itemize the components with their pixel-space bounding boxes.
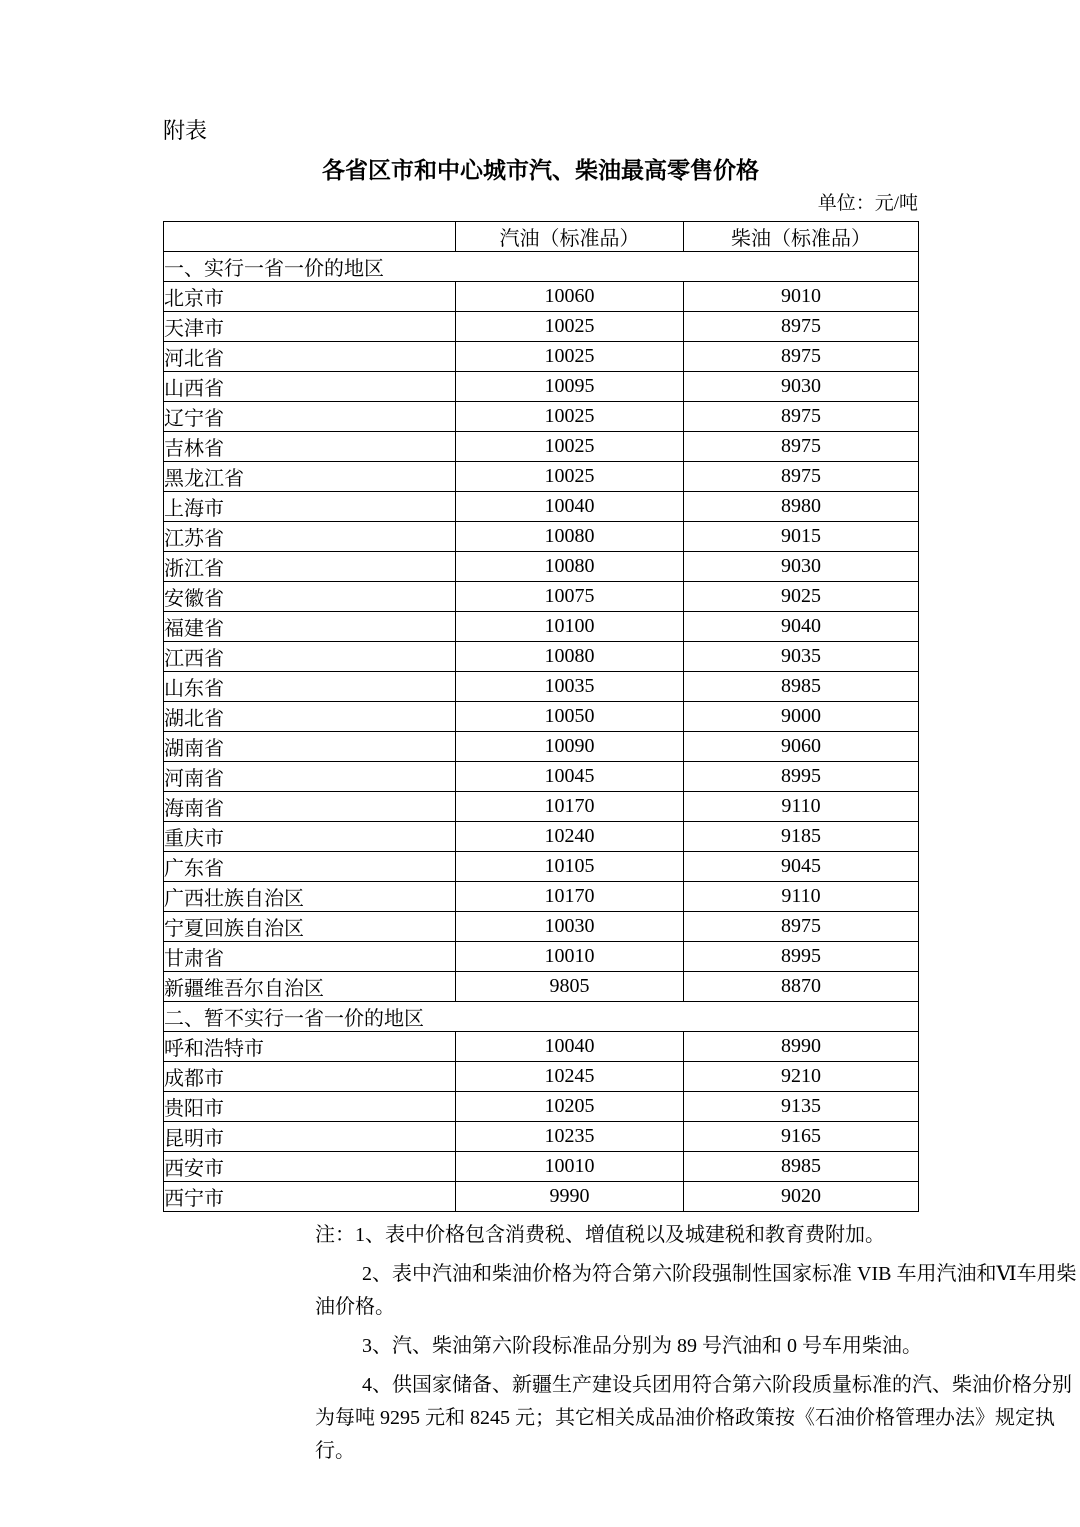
region-name-cell: 山东省 — [164, 672, 456, 702]
table-row — [164, 372, 919, 402]
region-name-cell: 西宁市 — [164, 1182, 456, 1212]
diesel-price-cell: 9110 — [684, 882, 919, 912]
region-name-cell: 重庆市 — [164, 822, 456, 852]
gasoline-price-cell: 10025 — [456, 432, 684, 462]
diesel-column-header: 柴油（标准品） — [684, 222, 919, 252]
gasoline-price-cell: 10105 — [456, 852, 684, 882]
diesel-price-cell: 8995 — [684, 762, 919, 792]
gasoline-price-cell: 10050 — [456, 702, 684, 732]
region-name-cell: 福建省 — [164, 612, 456, 642]
gasoline-price-cell: 10080 — [456, 552, 684, 582]
unit-label: 单位：元/吨 — [817, 193, 918, 214]
region-name-cell: 江西省 — [164, 642, 456, 672]
gasoline-price-cell: 9990 — [456, 1182, 684, 1212]
diesel-price-cell: 8975 — [684, 432, 919, 462]
gasoline-price-cell: 10025 — [456, 402, 684, 432]
region-name-cell: 河北省 — [164, 342, 456, 372]
diesel-price-cell: 9030 — [684, 372, 919, 402]
region-name-cell: 天津市 — [164, 312, 456, 342]
table-row — [164, 432, 919, 462]
table-row — [164, 942, 919, 972]
diesel-price-cell: 8870 — [684, 972, 919, 1002]
diesel-price-cell: 8975 — [684, 912, 919, 942]
region-name-cell: 宁夏回族自治区 — [164, 912, 456, 942]
table-row — [164, 702, 919, 732]
table-row — [164, 852, 919, 882]
diesel-price-cell: 9035 — [684, 642, 919, 672]
diesel-price-cell: 9060 — [684, 732, 919, 762]
gasoline-price-cell: 10240 — [456, 822, 684, 852]
gasoline-price-cell: 10205 — [456, 1092, 684, 1122]
region-name-cell: 浙江省 — [164, 552, 456, 582]
table-row — [164, 312, 919, 342]
gasoline-price-cell: 10080 — [456, 522, 684, 552]
region-name-cell: 黑龙江省 — [164, 462, 456, 492]
diesel-price-cell: 9210 — [684, 1062, 919, 1092]
gasoline-price-cell: 10080 — [456, 642, 684, 672]
table-row — [164, 1152, 919, 1182]
gasoline-price-cell: 10040 — [456, 1032, 684, 1062]
table-row — [164, 1122, 919, 1152]
table-row — [164, 912, 919, 942]
table-row — [164, 762, 919, 792]
region-name-cell: 甘肃省 — [164, 942, 456, 972]
gasoline-price-cell: 10010 — [456, 1152, 684, 1182]
diesel-price-cell: 9185 — [684, 822, 919, 852]
section-header-label: 一、实行一省一价的地区 — [164, 252, 919, 282]
note-line: 2、表中汽油和柴油价格为符合第六阶段强制性国家标准 VIB 车用汽油和Ⅵ车用柴油价格。 — [315, 1263, 1077, 1318]
table-row — [164, 342, 919, 372]
section-header-row — [164, 1002, 919, 1032]
region-name-cell: 广西壮族自治区 — [164, 882, 456, 912]
table-row — [164, 732, 919, 762]
note-line: 注：1、表中价格包含消费税、增值税以及城建税和教育费附加。 — [315, 1224, 885, 1246]
region-name-cell: 辽宁省 — [164, 402, 456, 432]
diesel-price-cell: 9025 — [684, 582, 919, 612]
gasoline-price-cell: 10235 — [456, 1122, 684, 1152]
gasoline-price-cell: 9805 — [456, 972, 684, 1002]
region-name-cell: 贵阳市 — [164, 1092, 456, 1122]
gasoline-price-cell: 10045 — [456, 762, 684, 792]
table-row — [164, 492, 919, 522]
gasoline-price-cell: 10075 — [456, 582, 684, 612]
table-row — [164, 672, 919, 702]
diesel-price-cell: 9135 — [684, 1092, 919, 1122]
price-table — [163, 221, 919, 1212]
gasoline-price-cell: 10245 — [456, 1062, 684, 1092]
region-name-cell: 新疆维吾尔自治区 — [164, 972, 456, 1002]
gasoline-price-cell: 10025 — [456, 342, 684, 372]
notes-section — [315, 1219, 1080, 1468]
gasoline-price-cell: 10025 — [456, 312, 684, 342]
diesel-price-cell: 8975 — [684, 312, 919, 342]
section-header-label: 二、暂不实行一省一价的地区 — [164, 1002, 919, 1032]
table-row — [164, 972, 919, 1002]
note-line: 4、供国家储备、新疆生产建设兵团用符合第六阶段质量标准的汽、柴油价格分别为每吨 9295 元和 8245 元；其它相关成品油价格政策按《石油价格管理办法》规定执行。 — [315, 1374, 1072, 1462]
diesel-price-cell: 8975 — [684, 462, 919, 492]
region-name-cell: 成都市 — [164, 1062, 456, 1092]
diesel-price-cell: 8995 — [684, 942, 919, 972]
gasoline-price-cell: 10170 — [456, 792, 684, 822]
gasoline-price-cell: 10010 — [456, 942, 684, 972]
diesel-price-cell: 8975 — [684, 402, 919, 432]
region-name-cell: 江苏省 — [164, 522, 456, 552]
table-row — [164, 612, 919, 642]
table-body — [164, 252, 919, 1212]
content-area — [163, 116, 1077, 1468]
region-column-header — [164, 222, 456, 252]
diesel-price-cell: 9045 — [684, 852, 919, 882]
diesel-price-cell: 9015 — [684, 522, 919, 552]
region-name-cell: 吉林省 — [164, 432, 456, 462]
table-row — [164, 1092, 919, 1122]
table-header-row — [164, 222, 919, 252]
region-name-cell: 湖北省 — [164, 702, 456, 732]
diesel-price-cell: 8985 — [684, 672, 919, 702]
table-row — [164, 552, 919, 582]
diesel-price-cell: 9010 — [684, 282, 919, 312]
section-header-row — [164, 252, 919, 282]
page-title: 各省区市和中心城市汽、柴油最高零售价格 — [322, 158, 759, 183]
region-name-cell: 呼和浩特市 — [164, 1032, 456, 1062]
gasoline-price-cell: 10090 — [456, 732, 684, 762]
diesel-price-cell: 9020 — [684, 1182, 919, 1212]
table-row — [164, 582, 919, 612]
diesel-price-cell: 8985 — [684, 1152, 919, 1182]
gasoline-price-cell: 10095 — [456, 372, 684, 402]
diesel-price-cell: 9030 — [684, 552, 919, 582]
diesel-price-cell: 9110 — [684, 792, 919, 822]
gasoline-price-cell: 10030 — [456, 912, 684, 942]
table-row — [164, 822, 919, 852]
gasoline-price-cell: 10025 — [456, 462, 684, 492]
table-row — [164, 522, 919, 552]
region-name-cell: 海南省 — [164, 792, 456, 822]
table-row — [164, 792, 919, 822]
diesel-price-cell: 9165 — [684, 1122, 919, 1152]
diesel-price-cell: 9040 — [684, 612, 919, 642]
diesel-price-cell: 9000 — [684, 702, 919, 732]
table-row — [164, 1182, 919, 1212]
gasoline-column-header: 汽油（标准品） — [456, 222, 684, 252]
gasoline-price-cell: 10060 — [456, 282, 684, 312]
table-row — [164, 282, 919, 312]
gasoline-price-cell: 10040 — [456, 492, 684, 522]
appendix-label: 附表 — [163, 118, 208, 143]
diesel-price-cell: 8990 — [684, 1032, 919, 1062]
diesel-price-cell: 8980 — [684, 492, 919, 522]
table-row — [164, 462, 919, 492]
note-line: 3、汽、柴油第六阶段标准品分别为 89 号汽油和 0 号车用柴油。 — [362, 1335, 922, 1357]
region-name-cell: 安徽省 — [164, 582, 456, 612]
region-name-cell: 山西省 — [164, 372, 456, 402]
region-name-cell: 西安市 — [164, 1152, 456, 1182]
region-name-cell: 湖南省 — [164, 732, 456, 762]
table-row — [164, 1062, 919, 1092]
region-name-cell: 河南省 — [164, 762, 456, 792]
region-name-cell: 广东省 — [164, 852, 456, 882]
table-row — [164, 402, 919, 432]
region-name-cell: 北京市 — [164, 282, 456, 312]
table-row — [164, 882, 919, 912]
region-name-cell: 昆明市 — [164, 1122, 456, 1152]
gasoline-price-cell: 10100 — [456, 612, 684, 642]
gasoline-price-cell: 10035 — [456, 672, 684, 702]
gasoline-price-cell: 10170 — [456, 882, 684, 912]
table-row — [164, 642, 919, 672]
region-name-cell: 上海市 — [164, 492, 456, 522]
diesel-price-cell: 8975 — [684, 342, 919, 372]
table-row — [164, 1032, 919, 1062]
